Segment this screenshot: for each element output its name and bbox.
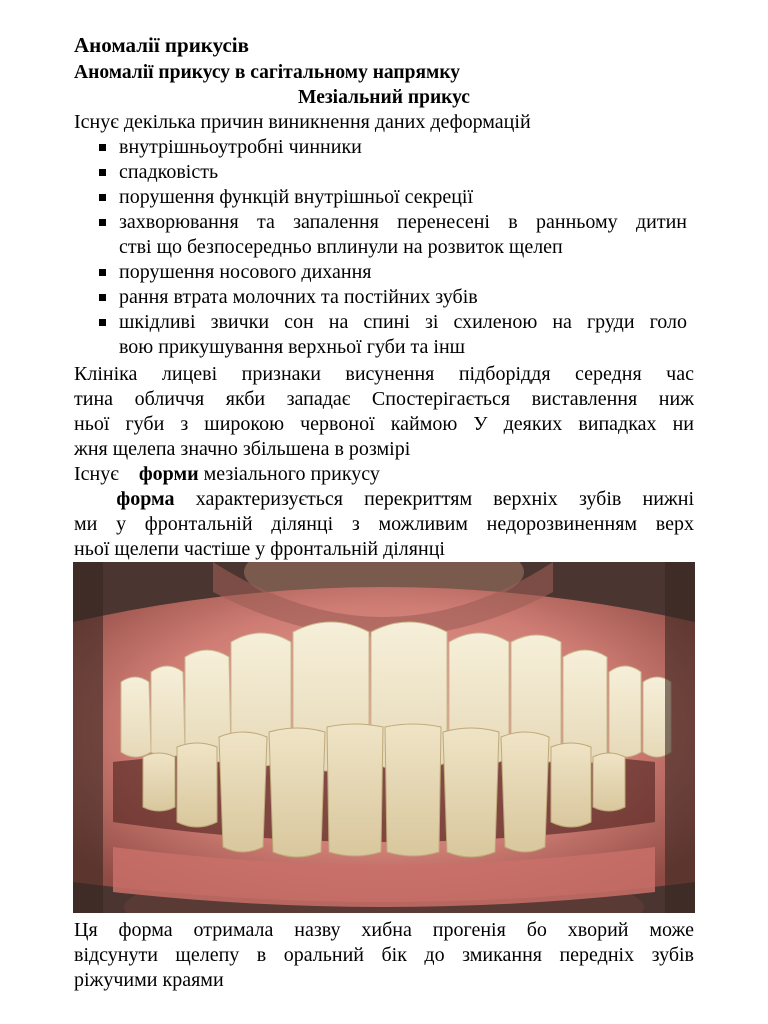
list-item: порушення функцій внутрішньої секреції [0,185,687,210]
bullet-square-icon [99,169,106,176]
causes-list [0,135,687,360]
document-title: Аномалії прикусів [74,33,249,57]
list-item: рання втрата молочних та постійних зубів [0,285,687,310]
bullet-square-icon [99,144,106,151]
section-title: Мезіальний прикус [298,87,470,108]
bullet-square-icon [99,319,106,326]
bullet-square-icon [99,269,106,276]
clinic-paragraph: Клініка лицеві признаки висунення підборіддя середня час тина обличчя якби западає Спостерігається виставлення ниж ньої губи з широкою червоної каймою У деяких випадках ни жня щелепа значно збільшена в розмірі [74,363,694,460]
dental-occlusion-photo [73,562,695,913]
bullet-square-icon [99,219,106,226]
forms-bold: форми [138,463,199,485]
document-subtitle: Аномалії прикусу в сагітальному напрямку [74,62,461,83]
bullet-square-icon [99,294,106,301]
intro-paragraph: Існує декілька причин виникнення даних деформацій [74,111,531,133]
list-item: шкідливі звички сон на спині зі схиленою на груди голо вою прикушування верхньої губи та інш [0,310,687,360]
form-description: форма характеризується перекриттям верхніх зубів нижні ми у фронтальній ділянці з можливим недорозвиненням верх ньої щелепи частіше у фронтальній ділянці [74,488,695,560]
caption-paragraph: Ця форма отримала назву хибна прогенія бо хворий може відсунути щелепу в оральний бік до змикання передніх зубів ріжучими краями [74,919,694,991]
list-item: порушення носового дихання [0,260,687,285]
list-item: захворювання та запалення перенесені в ранньому дитин стві що безпосередньо вплинули на розвиток щелеп [0,210,687,260]
forms-paragraph: Існує форми мезіального прикусу [74,463,380,485]
list-item: внутрішньоутробні чинники [0,135,687,160]
list-item: спадковість [0,160,687,185]
bullet-square-icon [99,194,106,201]
